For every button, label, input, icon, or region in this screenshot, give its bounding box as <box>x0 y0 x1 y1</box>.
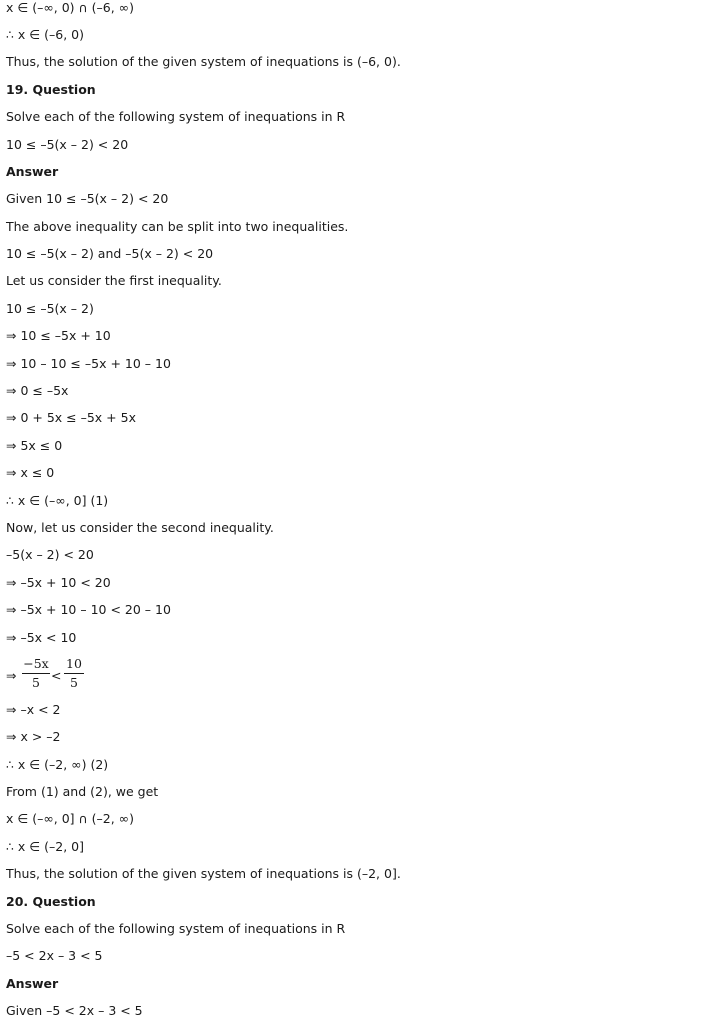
answer-heading: Answer <box>6 976 59 991</box>
question-heading: 20. Question <box>6 894 96 909</box>
text-line: 10 ≤ –5(x – 2) <box>6 301 94 316</box>
right-denominator: 5 <box>70 675 78 690</box>
text-line: Solve each of the following system of inequations in R <box>6 921 346 936</box>
text-line: ⇒ 10 ≤ –5x + 10 <box>6 328 111 343</box>
text-line: ∴ x ∈ (–∞, 0] (1) <box>6 493 109 508</box>
left-fraction <box>22 656 50 691</box>
text-line: x ∈ (–∞, 0] ∩ (–2, ∞) <box>6 811 134 826</box>
text-line: ∴ x ∈ (–6, 0) <box>6 27 85 42</box>
implies-symbol: ⇒ <box>6 668 17 683</box>
text-line: –5(x – 2) < 20 <box>6 547 94 562</box>
text-line: ∴ x ∈ (–2, ∞) (2) <box>6 757 109 772</box>
answer-heading: Answer <box>6 164 59 179</box>
text-line: ⇒ –5x < 10 <box>6 630 77 645</box>
text-line: ∴ x ∈ (–2, 0] <box>6 839 85 854</box>
text-line: 10 ≤ –5(x – 2) < 20 <box>6 137 129 152</box>
text-line: From (1) and (2), we get <box>6 784 159 799</box>
text-line: Solve each of the following system of inequations in R <box>6 109 346 124</box>
left-denominator: 5 <box>32 675 40 690</box>
text-line: ⇒ –5x + 10 – 10 < 20 – 10 <box>6 602 171 617</box>
text-line: –5 < 2x – 3 < 5 <box>6 948 103 963</box>
left-numerator: −5x <box>22 656 50 674</box>
text-line: The above inequality can be split into two inequalities. <box>6 219 349 234</box>
text-line: 10 ≤ –5(x – 2) and –5(x – 2) < 20 <box>6 246 214 261</box>
text-line: ⇒ x ≤ 0 <box>6 465 55 480</box>
right-fraction <box>64 656 84 691</box>
right-numerator: 10 <box>64 656 84 674</box>
less-than-symbol: < <box>51 668 62 683</box>
text-line: Given 10 ≤ –5(x – 2) < 20 <box>6 191 169 206</box>
text-line: ⇒ 0 ≤ –5x <box>6 383 69 398</box>
question-heading: 19. Question <box>6 82 96 97</box>
text-line: ⇒ –x < 2 <box>6 702 61 717</box>
text-line: x ∈ (–∞, 0) ∩ (–6, ∞) <box>6 0 134 15</box>
text-line: ⇒ 5x ≤ 0 <box>6 438 63 453</box>
text-line: Thus, the solution of the given system of inequations is (–6, 0). <box>6 54 401 69</box>
text-line: Now, let us consider the second inequality. <box>6 520 274 535</box>
text-line: ⇒ x > –2 <box>6 729 61 744</box>
text-line: ⇒ 10 – 10 ≤ –5x + 10 – 10 <box>6 356 171 371</box>
text-line: Thus, the solution of the given system of inequations is (–2, 0]. <box>6 866 401 881</box>
text-line: Let us consider the first inequality. <box>6 273 222 288</box>
text-line: ⇒ –5x + 10 < 20 <box>6 575 111 590</box>
text-line: Given –5 < 2x – 3 < 5 <box>6 1003 143 1018</box>
text-line: ⇒ 0 + 5x ≤ –5x + 5x <box>6 410 136 425</box>
